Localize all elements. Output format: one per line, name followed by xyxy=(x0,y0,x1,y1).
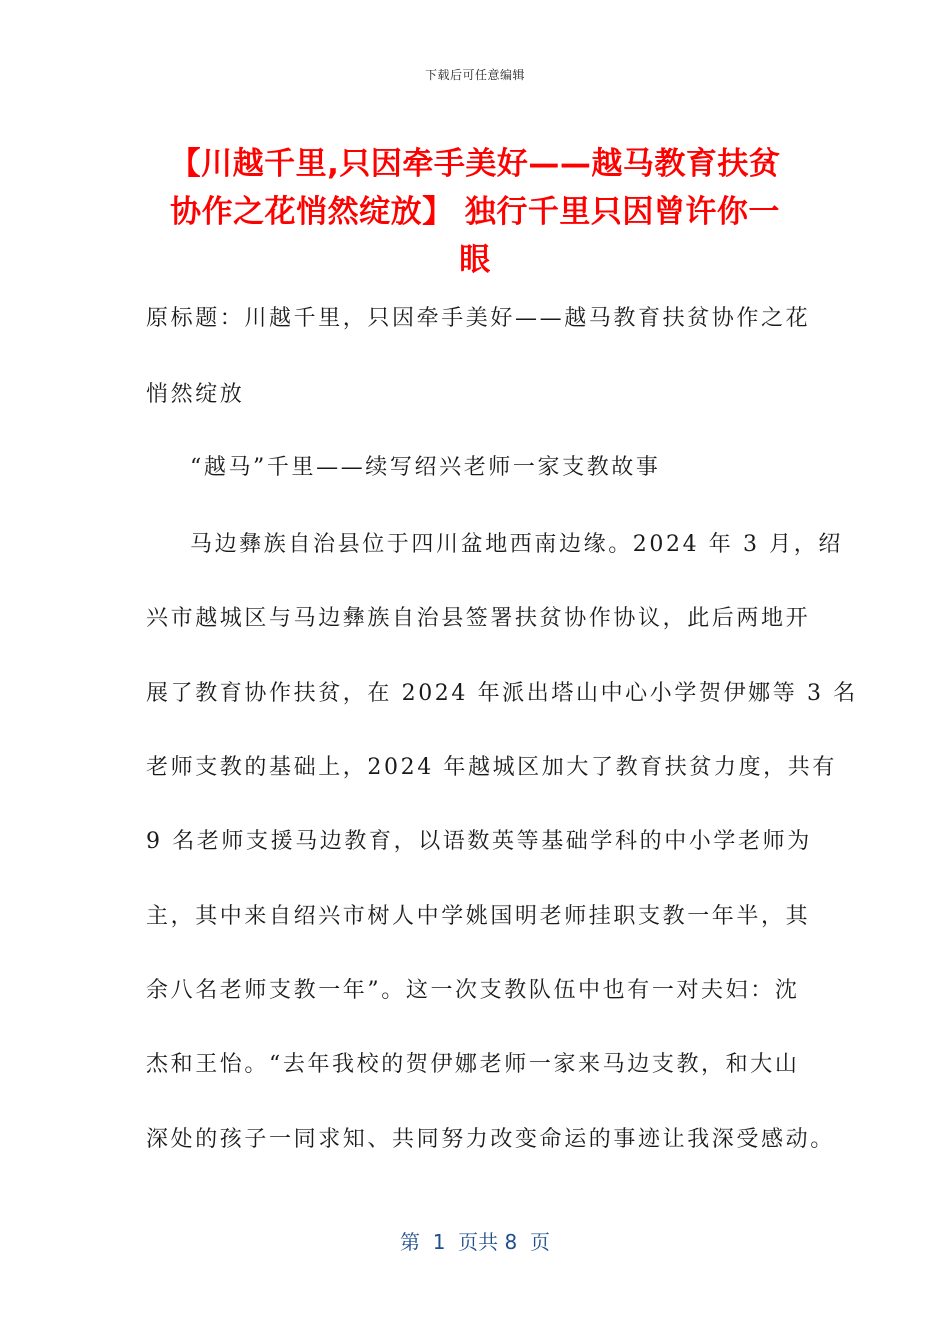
body-line: 深处的孩子一同求知、共同努力改变命运的事迹让我深受感动。 xyxy=(146,1127,835,1152)
body-line: 9 名老师支援马边教育，以语数英等基础学科的中小学老师为 xyxy=(146,829,812,854)
title-line: 【川越千里,只因牵手美好——越马教育扶贫 xyxy=(169,146,781,182)
document-title xyxy=(140,140,810,284)
subtitle-line: “越马”千里——续写绍兴老师一家支教故事 xyxy=(190,455,661,480)
title-line: 眼 xyxy=(459,242,491,278)
body-line: 悄然绽放 xyxy=(146,382,245,407)
body-line: 原标题：川越千里，只因牵手美好——越马教育扶贫协作之花 xyxy=(146,306,811,331)
body-line: 马边彝族自治县位于四川盆地西南边缘。2024 年 3 月，绍 xyxy=(190,532,843,557)
body-line: 老师支教的基础上，2024 年越城区加大了教育扶贫力度，共有 xyxy=(146,755,837,780)
body-line: 展了教育协作扶贫，在 2024 年派出塔山中心小学贺伊娜等 3 名 xyxy=(146,681,858,706)
page-number-footer: 第 1 页共 8 页 xyxy=(400,1230,550,1254)
header-note: 下载后可任意编辑 xyxy=(424,68,525,82)
body-line: 主，其中来自绍兴市树人中学姚国明老师挂职支教一年半，其 xyxy=(146,904,811,929)
body-line: 余八名老师支教一年”。这一次支教队伍中也有一对夫妇：沈 xyxy=(146,978,800,1003)
body-line: 杰和王怡。“去年我校的贺伊娜老师一家来马边支教，和大山 xyxy=(146,1052,800,1077)
body-line: 兴市越城区与马边彝族自治县签署扶贫协作协议，此后两地开 xyxy=(146,606,811,631)
title-line: 协作之花悄然绽放】 独行千里只因曾许你一 xyxy=(170,194,780,230)
